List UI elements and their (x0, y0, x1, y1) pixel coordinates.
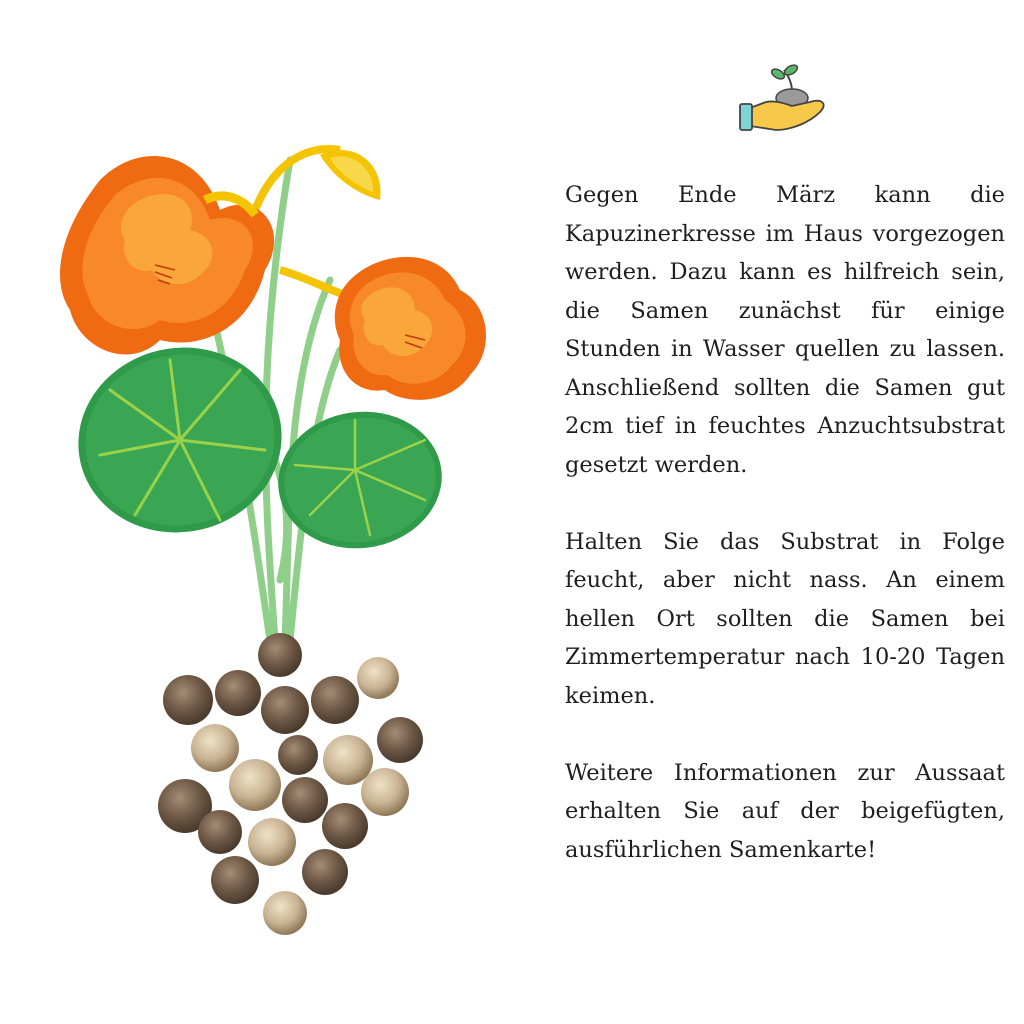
leaf-large (61, 329, 299, 551)
flower-bud (255, 149, 380, 210)
paragraph-care: Halten Sie das Substrat in Folge feucht, aber nicht nass. An einem hellen Ort sollten die Samen bei Zimmertemperatur nach 10-20 Tagen keimen. (565, 528, 1005, 709)
instructions-text (565, 176, 1005, 908)
hand-holding-seedling-icon (736, 60, 832, 140)
paragraph-sowing: Gegen Ende März kann die Kapuzinerkresse im Haus vorgezogen werden. Dazu kann es hilfreich sein, die Samen zunächst für einige Stunden in Wasser quellen zu lassen. Anschließend sollten die Samen gut 2cm tief in feuchtes Anzuchtsubstrat gesetzt werden. (565, 182, 1005, 478)
seed-pile (158, 633, 423, 935)
paragraph-more-info: Weitere Informationen zur Aussaat erhalten Sie auf der beigefügten, ausführlichen Samenkarte! (565, 759, 1005, 863)
flower-left (60, 156, 274, 354)
nasturtium-illustration (40, 120, 520, 960)
